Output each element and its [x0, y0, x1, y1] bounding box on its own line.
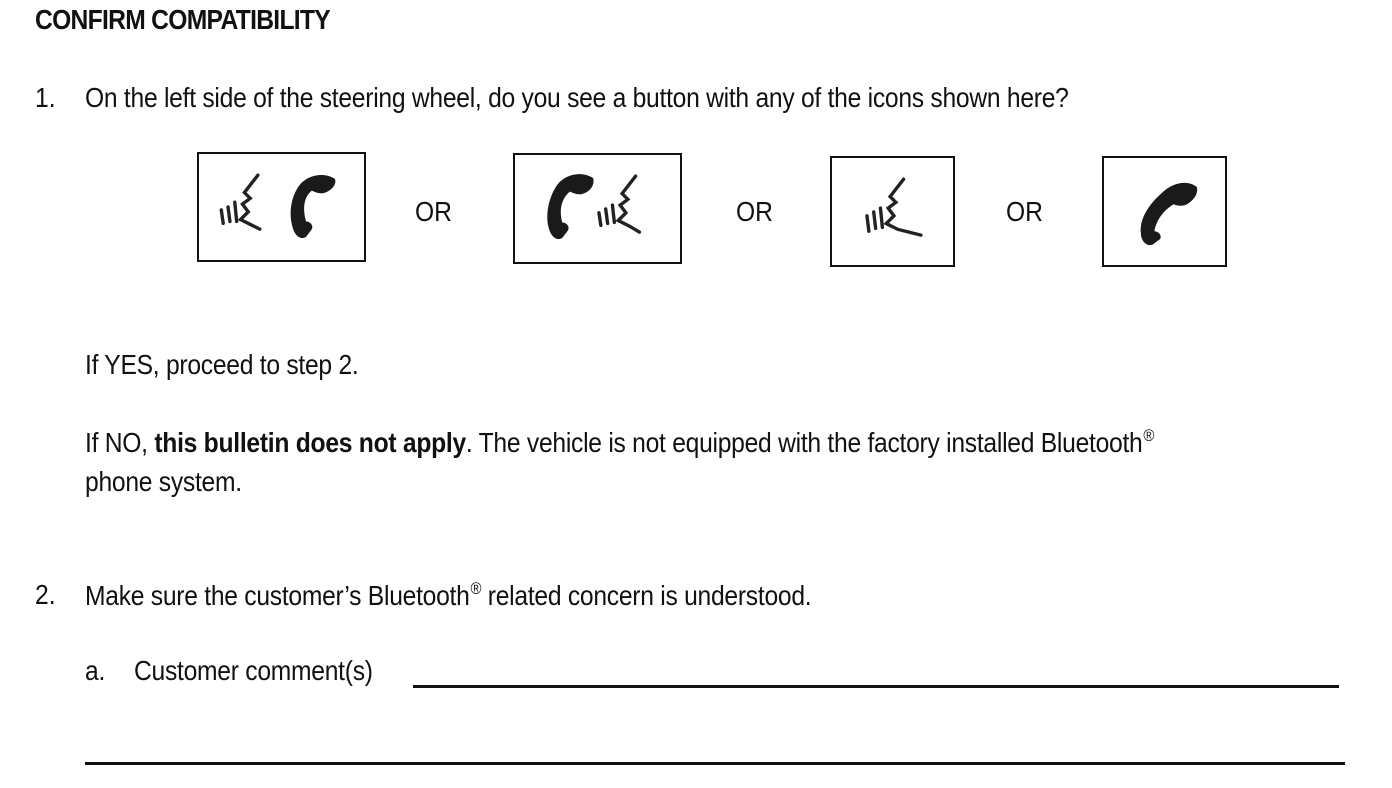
or-label-3: OR	[1006, 196, 1043, 227]
if-yes-instruction: If YES, proceed to step 2.	[85, 349, 359, 380]
step-2-number: 2.	[35, 579, 56, 610]
icon-option-phone	[1102, 156, 1227, 267]
customer-comments-label: Customer comment(s)	[134, 655, 373, 686]
or-label-1: OR	[415, 196, 452, 227]
if-no-prefix: If NO,	[85, 427, 155, 458]
customer-comments-line-2[interactable]	[85, 762, 1345, 765]
step-2-text-suffix: related concern is understood.	[481, 580, 812, 611]
if-no-instruction-line2: phone system.	[85, 466, 242, 497]
section-heading: CONFIRM COMPATIBILITY	[35, 4, 331, 35]
icon-option-voice	[830, 156, 955, 267]
icon-option-phone-voice	[513, 153, 682, 264]
step-1-number: 1.	[35, 82, 56, 113]
or-label-2: OR	[736, 196, 773, 227]
voice-icon	[832, 158, 953, 265]
voice-icon	[515, 155, 680, 262]
step-2-text-prefix: Make sure the customer’s Bluetooth	[85, 580, 470, 611]
icon-option-voice-phone	[197, 152, 366, 262]
sub-a-letter: a.	[85, 655, 106, 686]
if-no-suffix: . The vehicle is not equipped with the factory installed Bluetooth	[465, 427, 1143, 458]
bulletin-not-apply-bold: this bulletin does not apply	[154, 427, 466, 458]
registered-mark: ®	[1143, 426, 1155, 445]
phone-icon	[1104, 158, 1225, 265]
registered-mark: ®	[470, 579, 482, 598]
if-no-instruction	[85, 426, 1154, 459]
phone-icon	[199, 154, 364, 260]
step-2-text	[85, 579, 811, 612]
customer-comments-line-1[interactable]	[413, 685, 1339, 688]
step-1-question: On the left side of the steering wheel, do you see a button with any of the icons shown here?	[85, 82, 1069, 113]
